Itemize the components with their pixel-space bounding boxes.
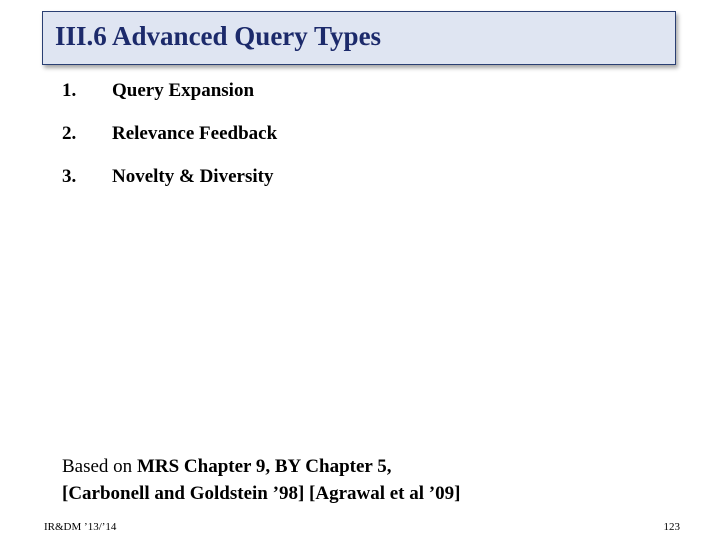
list-item	[62, 166, 277, 209]
list-item-number: 1.	[62, 80, 77, 101]
list-item	[62, 80, 277, 123]
list-item-label: Query Expansion	[112, 80, 255, 101]
footer-page-number: 123	[663, 521, 680, 533]
reference-note	[62, 453, 460, 507]
footer-course: IR&DM ’13/’14	[44, 521, 117, 533]
list-item-label: Relevance Feedback	[112, 123, 278, 144]
title-banner	[42, 11, 676, 65]
reference-line2: [Carbonell and Goldstein ’98] [Agrawal et al ’09]	[62, 483, 461, 504]
slide-title: III.6 Advanced Query Types	[55, 21, 382, 51]
list-item-number: 3.	[62, 166, 77, 187]
topic-list	[62, 80, 277, 209]
reference-line1: MRS Chapter 9, BY Chapter 5,	[136, 456, 392, 477]
list-item-label: Novelty & Diversity	[112, 166, 274, 187]
reference-prefix: Based on	[62, 456, 137, 477]
list-item-number: 2.	[62, 123, 77, 144]
list-item	[62, 123, 277, 166]
